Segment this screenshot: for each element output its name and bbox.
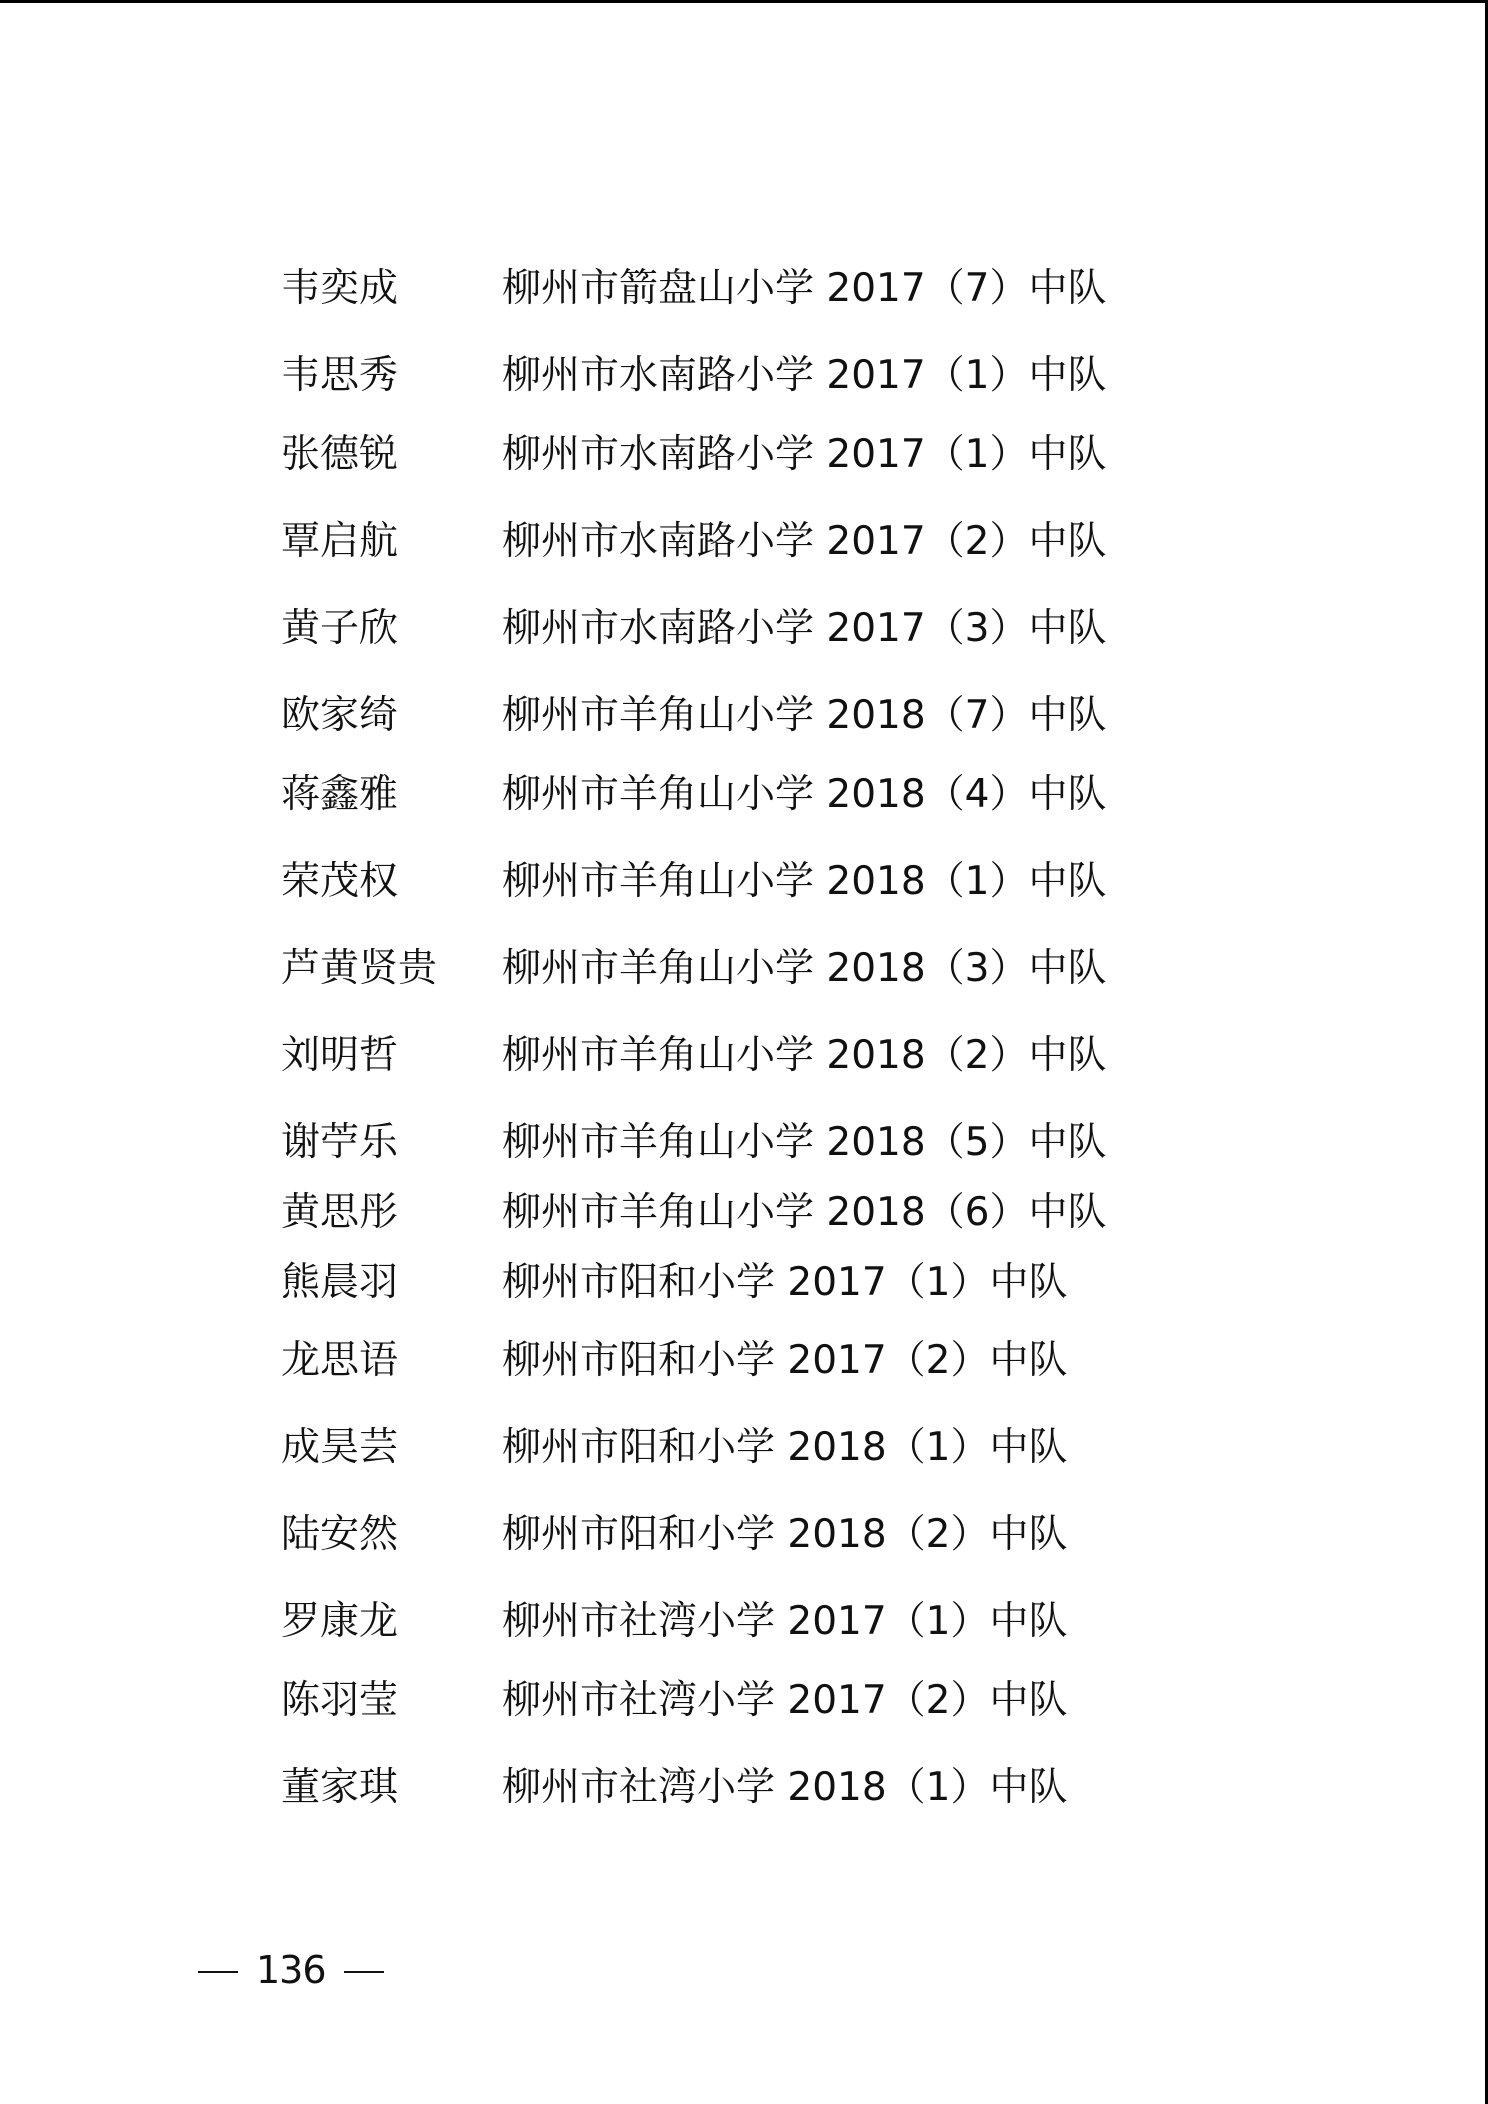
- footer-dash-right: [344, 1971, 384, 1973]
- list-item: [0, 857, 1488, 907]
- page-footer: [198, 1945, 384, 1995]
- student-name: 谢苧乐: [281, 1120, 399, 1165]
- list-item: [0, 1258, 1488, 1308]
- list-item: [0, 1031, 1488, 1081]
- squad-unit: 柳州市羊角山小学 2018（6）中队: [502, 1190, 1107, 1235]
- student-name: 陈羽莹: [281, 1678, 399, 1723]
- list-item: [0, 351, 1488, 401]
- squad-unit: 柳州市箭盘山小学 2017（7）中队: [502, 266, 1107, 311]
- squad-unit: 柳州市羊角山小学 2018（4）中队: [502, 772, 1107, 817]
- student-name: 欧家绮: [281, 693, 399, 738]
- page-number: 136: [256, 1948, 326, 1992]
- squad-unit: 柳州市羊角山小学 2018（1）中队: [502, 859, 1107, 904]
- squad-unit: 柳州市水南路小学 2017（3）中队: [502, 606, 1107, 651]
- squad-unit: 柳州市阳和小学 2017（2）中队: [502, 1338, 1068, 1383]
- list-item: [0, 691, 1488, 741]
- student-name: 成昊芸: [281, 1425, 399, 1470]
- student-name: 龙思语: [281, 1338, 399, 1383]
- list-item: [0, 1423, 1488, 1473]
- footer-dash-left: [198, 1971, 238, 1973]
- squad-unit: 柳州市社湾小学 2018（1）中队: [502, 1765, 1068, 1810]
- list-item: [0, 1763, 1488, 1813]
- squad-unit: 柳州市社湾小学 2017（1）中队: [502, 1599, 1068, 1644]
- student-name: 董家琪: [281, 1765, 399, 1810]
- list-item: [0, 944, 1488, 994]
- student-name: 刘明哲: [281, 1033, 399, 1078]
- student-name: 荣茂权: [281, 859, 399, 904]
- list-item: [0, 264, 1488, 314]
- squad-unit: 柳州市水南路小学 2017（1）中队: [502, 353, 1107, 398]
- student-name: 张德锐: [281, 432, 399, 477]
- squad-unit: 柳州市阳和小学 2017（1）中队: [502, 1260, 1068, 1305]
- list-item: [0, 604, 1488, 654]
- student-name: 蒋鑫雅: [281, 772, 399, 817]
- student-name: 陆安然: [281, 1512, 399, 1557]
- student-name: 芦黄贤贵: [281, 946, 438, 991]
- list-item: [0, 1118, 1488, 1168]
- list-item: [0, 770, 1488, 820]
- student-name: 熊晨羽: [281, 1260, 399, 1305]
- student-name: 罗康龙: [281, 1599, 399, 1644]
- list-item: [0, 1188, 1488, 1238]
- student-name: 黄思彤: [281, 1190, 399, 1235]
- list-item: [0, 1336, 1488, 1386]
- list-item: [0, 1597, 1488, 1647]
- squad-unit: 柳州市水南路小学 2017（2）中队: [502, 519, 1107, 564]
- student-name: 覃启航: [281, 519, 399, 564]
- list-item: [0, 1510, 1488, 1560]
- squad-unit: 柳州市社湾小学 2017（2）中队: [502, 1678, 1068, 1723]
- list-item: [0, 1676, 1488, 1726]
- squad-unit: 柳州市羊角山小学 2018（7）中队: [502, 693, 1107, 738]
- student-name: 黄子欣: [281, 606, 399, 651]
- list-item: [0, 430, 1488, 480]
- squad-unit: 柳州市羊角山小学 2018（2）中队: [502, 1033, 1107, 1078]
- student-name: 韦奕成: [281, 266, 399, 311]
- squad-unit: 柳州市羊角山小学 2018（3）中队: [502, 946, 1107, 991]
- squad-unit: 柳州市阳和小学 2018（2）中队: [502, 1512, 1068, 1557]
- list-item: [0, 517, 1488, 567]
- squad-unit: 柳州市阳和小学 2018（1）中队: [502, 1425, 1068, 1470]
- student-name: 韦思秀: [281, 353, 399, 398]
- squad-unit: 柳州市羊角山小学 2018（5）中队: [502, 1120, 1107, 1165]
- squad-unit: 柳州市水南路小学 2017（1）中队: [502, 432, 1107, 477]
